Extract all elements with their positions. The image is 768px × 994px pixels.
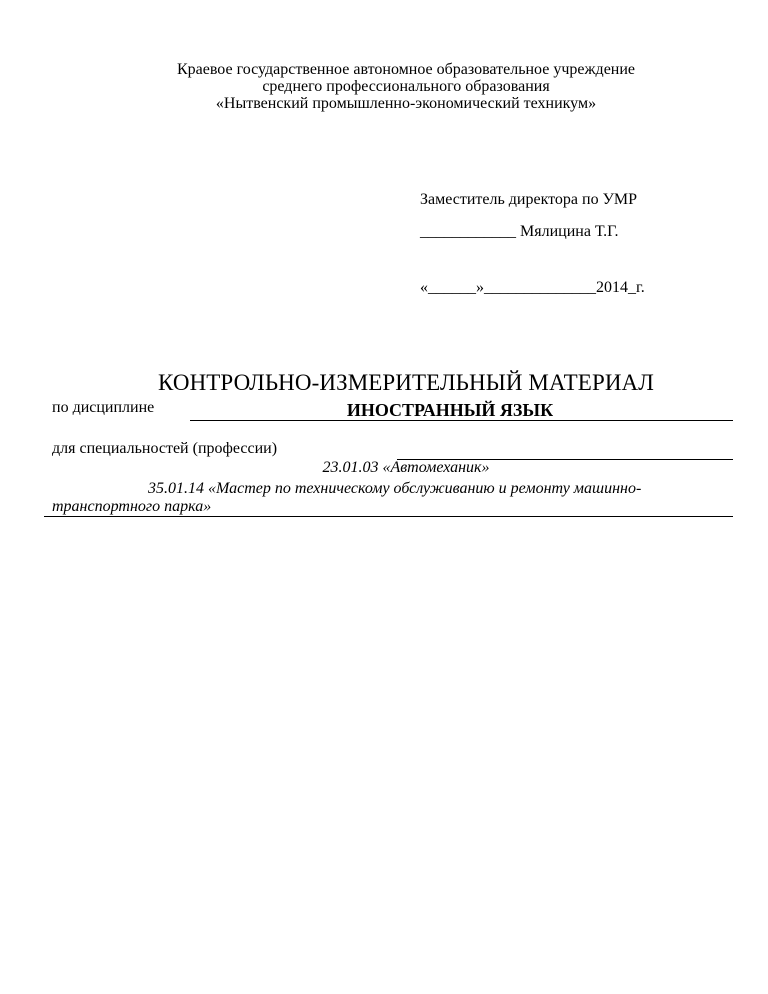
institution-line-2: среднего профессионального образования bbox=[262, 78, 550, 95]
specialties-label: для специальностей (профессии) bbox=[52, 440, 278, 457]
discipline-label: по дисциплине bbox=[52, 399, 155, 416]
document-title: КОНТРОЛЬНО-ИЗМЕРИТЕЛЬНЫЙ МАТЕРИАЛ bbox=[158, 370, 654, 395]
specialties-bottom-underline bbox=[44, 516, 733, 517]
approver-signature-line: ____________ Мялицина Т.Г. bbox=[420, 223, 619, 240]
discipline-underline bbox=[190, 420, 733, 421]
institution-name: «Нытвенский промышленно-экономический техникум» bbox=[215, 95, 597, 112]
specialty-line-2: 35.01.14 «Мастер по техническому обслуживанию и ремонту машинно- bbox=[148, 480, 642, 497]
approver-position: Заместитель директора по УМР bbox=[420, 191, 638, 208]
approval-date-line: «______»______________2014_г. bbox=[420, 279, 645, 296]
discipline-value: ИНОСТРАННЫЙ ЯЗЫК bbox=[346, 400, 554, 420]
specialty-line-1: 23.01.03 «Автомеханик» bbox=[322, 459, 490, 476]
institution-line-1: Краевое государственное автономное образовательное учреждение bbox=[176, 61, 636, 78]
specialty-line-3: транспортного парка» bbox=[52, 498, 212, 515]
